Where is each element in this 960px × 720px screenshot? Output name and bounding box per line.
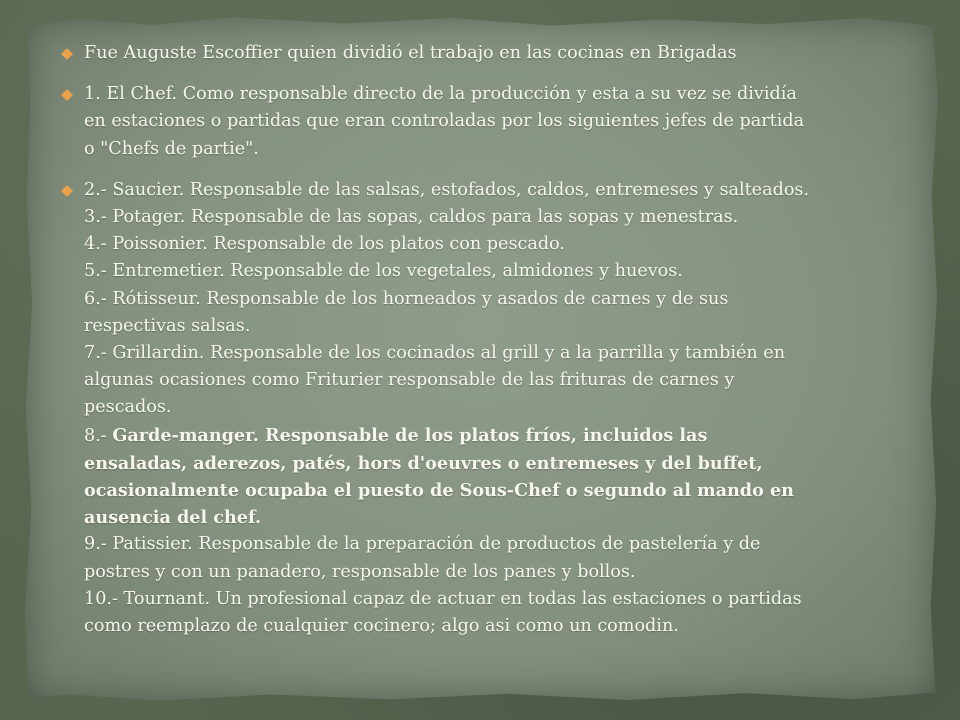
text-line-bold xyxy=(84,422,912,450)
bullet-icon xyxy=(61,48,73,60)
text-line-bold: ensaladas, aderezos, patés, hors d'oeuvres o entremeses y del buffet, xyxy=(84,452,763,474)
bullet-item-chef xyxy=(62,81,912,163)
text-line: o "Chefs de partie". xyxy=(84,138,259,159)
text-line: como reemplazo de cualquier cocinero; algo asi como un comodin. xyxy=(84,616,679,637)
bold-prefix: 8.- xyxy=(84,425,113,446)
text-line: respectivas salsas. xyxy=(84,315,251,336)
text-line: 2.- Saucier. Responsable de las salsas, estofados, caldos, entremeses y salteados. xyxy=(84,179,810,200)
slide-content xyxy=(62,40,912,654)
text-line: algunas ocasiones como Friturier responsable de las frituras de carnes y xyxy=(84,370,735,391)
text-line: 6.- Rótisseur. Responsable de los horneados y asados de carnes y de sus xyxy=(84,288,729,309)
text-line: 10.- Tournant. Un profesional capaz de actuar en todas las estaciones o partidas xyxy=(84,588,802,609)
bullet-item-partidas xyxy=(62,177,912,640)
bold-text: Garde-manger. Responsable de los platos fríos, incluidos las xyxy=(112,424,708,446)
bullet-icon xyxy=(61,185,73,197)
bullet-item-brigadas xyxy=(62,40,912,67)
text-line: 9.- Patissier. Responsable de la preparación de productos de pastelería y de xyxy=(84,534,761,555)
text-line: en estaciones o partidas que eran controladas por los siguientes jefes de partida xyxy=(84,111,805,132)
text-line: Fue Auguste Escoffier quien dividió el trabajo en las cocinas en Brigadas xyxy=(84,43,737,63)
text-line: 5.- Entremetier. Responsable de los vegetales, almidones y huevos. xyxy=(84,261,683,282)
text-line: 4.- Poissonier. Responsable de los platos con pescado. xyxy=(84,234,565,255)
text-line: 1. El Chef. Como responsable directo de la producción y esta a su vez se dividía xyxy=(84,84,797,105)
text-line-bold: ocasionalmente ocupaba el puesto de Sous-Chef o segundo al mando en xyxy=(84,480,794,502)
text-line: 7.- Grillardin. Responsable de los cocinados al grill y a la parrilla y también en xyxy=(84,343,786,364)
text-line: postres y con un panadero, responsable de los panes y bollos. xyxy=(84,561,636,582)
bullet-icon xyxy=(61,89,73,101)
text-line-bold: ausencia del chef. xyxy=(84,507,262,529)
text-line: 3.- Potager. Responsable de las sopas, caldos para las sopas y menestras. xyxy=(84,207,739,228)
text-line: pescados. xyxy=(84,397,172,418)
